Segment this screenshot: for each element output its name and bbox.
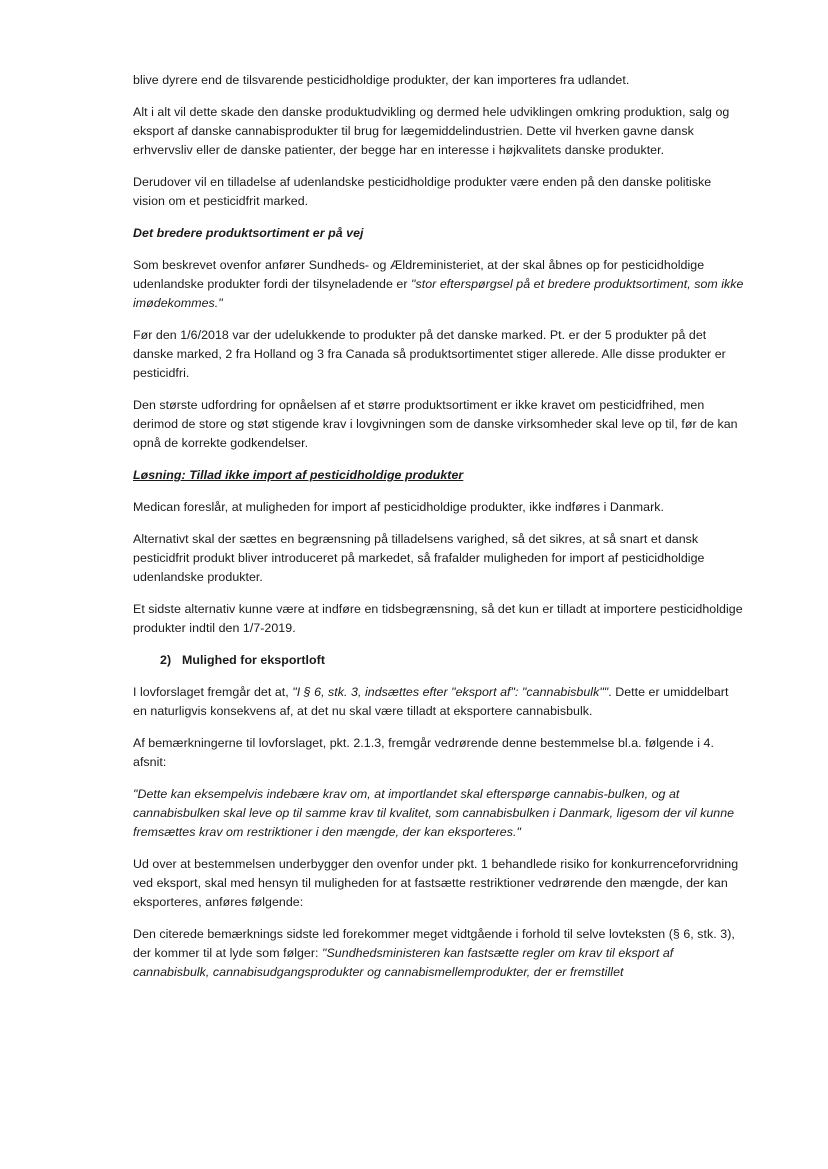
- paragraph-4: [133, 256, 745, 313]
- paragraph-3: Derudover vil en tilladelse af udenlandske pesticidholdige produkter være enden på den danske politiske vision om et pesticidfrit marked.: [133, 175, 712, 208]
- paragraph-2: Alt i alt vil dette skade den danske produktudvikling og dermed hele udviklingen omkring produktion, salg og eksport af danske cannabisprodukter til brug for lægemiddelindustrien. Dette vil hverken gavne dansk erhvervsliv eller de danske patienter, der begge har en interesse i højkvalitets danske produkter.: [133, 105, 730, 157]
- paragraph-10-text-end: . Dette er umiddelbart en naturligvis konsekvens af, at det nu skal være tilladt at eksportere cannabisbulk.: [133, 685, 729, 718]
- paragraph-10-text: I lovforslaget fremgår det at,: [133, 685, 293, 699]
- section-title: Mulighed for eksportloft: [182, 653, 325, 667]
- document-body: [133, 71, 745, 995]
- section-number: 2): [160, 653, 172, 667]
- paragraph-14-quote: "Sundhedsministeren kan fastsætte regler om krav til eksport af cannabisbulk, cannabisudgangsprodukter og cannabismellemprodukter, der er fremstillet: [133, 946, 674, 979]
- paragraph-4-quote: "stor efterspørgsel på et bredere produktsortiment, som ikke imødekommes.": [133, 277, 744, 310]
- paragraph-13: Ud over at bestemmelsen underbygger den ovenfor under pkt. 1 behandlede risiko for konkurrenceforvridning ved eksport, skal med hensyn til muligheden for at fastsætte restriktioner vedrørende den mængde, der kan eksporteres, anføres følgende:: [133, 857, 739, 909]
- paragraph-14: [133, 925, 745, 982]
- paragraph-6: Den største udfordring for opnåelsen af et større produktsortiment er ikke kravet om pesticidfrihed, men derimod de store og støt stigende krav i lovgivningen som de danske virksomheder skal leve op til, før de kan opnå de korrekte godkendelser.: [133, 398, 738, 450]
- paragraph-10: [133, 683, 745, 721]
- paragraph-5: Før den 1/6/2018 var der udelukkende to produkter på det danske marked. Pt. er der 5 produkter på det danske marked, 2 fra Holland og 3 fra Canada så produktsortimentet stiger allerede. Alle disse produkter er pesticidfri.: [133, 328, 726, 380]
- heading-product-range: Det bredere produktsortiment er på vej: [133, 226, 364, 240]
- paragraph-9: Et sidste alternativ kunne være at indføre en tidsbegrænsning, så det kun er tilladt at importere pesticidholdige produkter indtil den 1/7-2019.: [133, 602, 743, 635]
- paragraph-10-quote: "I § 6, stk. 3, indsættes efter "eksport af": "cannabisbulk"": [292, 685, 609, 699]
- paragraph-8: Alternativt skal der sættes en begrænsning på tilladelsens varighed, så det sikres, at så snart et dansk pesticidfrit produkt bliver introduceret på markedet, så frafalder muligheden for import af pesticidholdige udenlandske produkter.: [133, 532, 705, 584]
- section-heading-export-cap: [133, 651, 745, 670]
- paragraph-4-text: Som beskrevet ovenfor anfører Sundheds- og Ældreministeriet, at der skal åbnes op for pesticidholdige udenlandske produkter fordi der tilsyneladende er: [133, 258, 705, 291]
- paragraph-11: Af bemærkningerne til lovforslaget, pkt. 2.1.3, fremgår vedrørende denne bestemmelse bl.a. følgende i 4. afsnit:: [133, 736, 714, 769]
- paragraph-7: Medican foreslår, at muligheden for import af pesticidholdige produkter, ikke indføres i Danmark.: [133, 500, 665, 514]
- heading-solution: Løsning: Tillad ikke import af pesticidholdige produkter: [133, 468, 464, 482]
- paragraph-1: blive dyrere end de tilsvarende pesticidholdige produkter, der kan importeres fra udlandet.: [133, 73, 630, 87]
- paragraph-12-quote: "Dette kan eksempelvis indebære krav om, at importlandet skal efterspørge cannabis-bulken, og at cannabisbulken skal leve op til samme krav til kvalitet, som cannabisbulken i Danmark, ligesom der vil kunne fremsættes krav om restriktioner i den mængde, der kan eksporteres.": [133, 787, 735, 839]
- paragraph-14-text: Den citerede bemærknings sidste led forekommer meget vidtgående i forhold til selve lovteksten (§ 6, stk. 3), der kommer til at lyde som følger:: [133, 927, 735, 960]
